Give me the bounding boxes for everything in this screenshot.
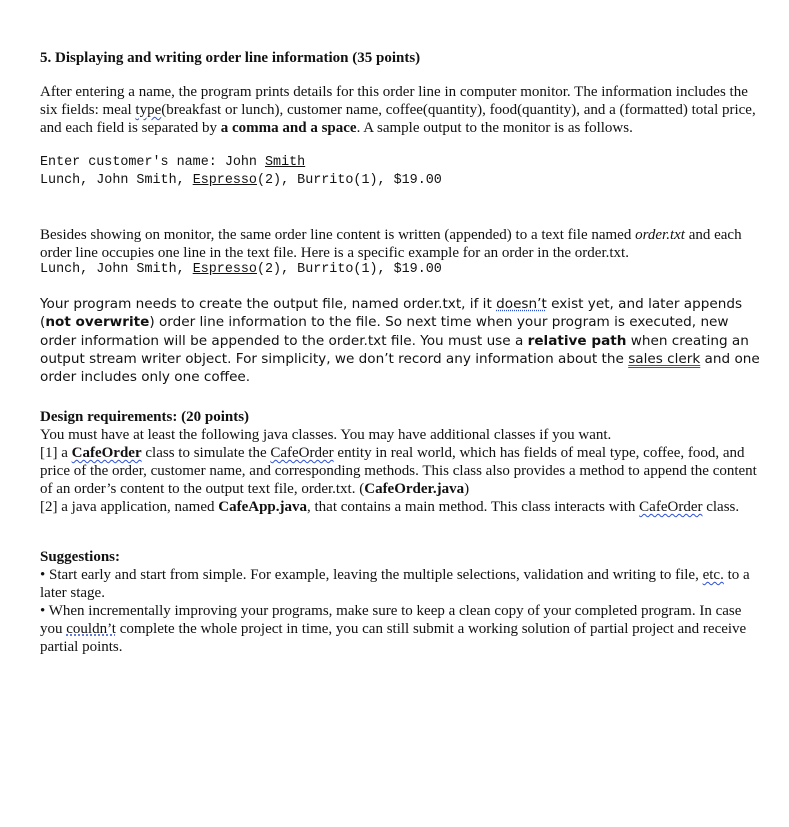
sample-output-file: Lunch, John Smith, Espresso(2), Burrito(1), $19.00 bbox=[40, 262, 442, 277]
file-paragraph: Besides showing on monitor, the same order line content is written (appended) to a text file named order.txt and each order line occupies one line in the text file. Here is a specific example for an order in the order.txt. bbox=[40, 227, 742, 261]
design-heading: Design requirements: (20 points) bbox=[40, 409, 250, 425]
suggestion-1: • Start early and start from simple. For example, leaving the multiple selections, validation and writing to file, etc. to a later stage. bbox=[40, 567, 750, 601]
suggestion-2: • When incrementally improving your programs, make sure to keep a clean copy of your completed program. In case you couldn’t complete the whole project in time, you can still submit a working solution of partial project and receive partial points. bbox=[40, 603, 747, 655]
design-intro: You must have at least the following java classes. You may have additional classes if you want. bbox=[40, 427, 612, 443]
section-title: 5. Displaying and writing order line information (35 points) bbox=[40, 50, 421, 66]
design-item-2: [2] a java application, named CafeApp.java, that contains a main method. This class interacts with CafeOrder class. bbox=[40, 499, 740, 515]
intro-paragraph: After entering a name, the program prints details for this order line in computer monitor. The information includes the six fields: meal type(breakfast or lunch), customer name, coffee(quantity), food(quantity), and a (formatted) total price, and each field is separated by a comma and a space. A sample output to the monitor is as follows. bbox=[40, 84, 756, 136]
suggestions bbox=[40, 548, 762, 656]
design-requirements bbox=[40, 408, 762, 516]
suggestions-heading: Suggestions: bbox=[40, 549, 121, 565]
create-file-paragraph: Your program needs to create the output file, named order.txt, if it doesn’t exist yet, and later appends (not overwrite) order line information to the file. So next time when your program is executed, new order information will be appended to the order.txt file. You must use a relative path when creating an output stream writer object. For simplicity, we don’t record any information about the sales clerk and one order includes only one coffee. bbox=[40, 296, 760, 386]
sample-output-monitor: Enter customer's name: John Smith Lunch, John Smith, Espresso(2), Burrito(1), $19.00 bbox=[40, 155, 442, 188]
design-item-1: [1] a CafeOrder class to simulate the CafeOrder entity in real world, which has fields of meal type, coffee, food, and price of the order, customer name, and corresponding methods. This class also provides a method to append the content of an order’s content to the output text file, order.txt. (CafeOrder.java) bbox=[40, 445, 757, 497]
